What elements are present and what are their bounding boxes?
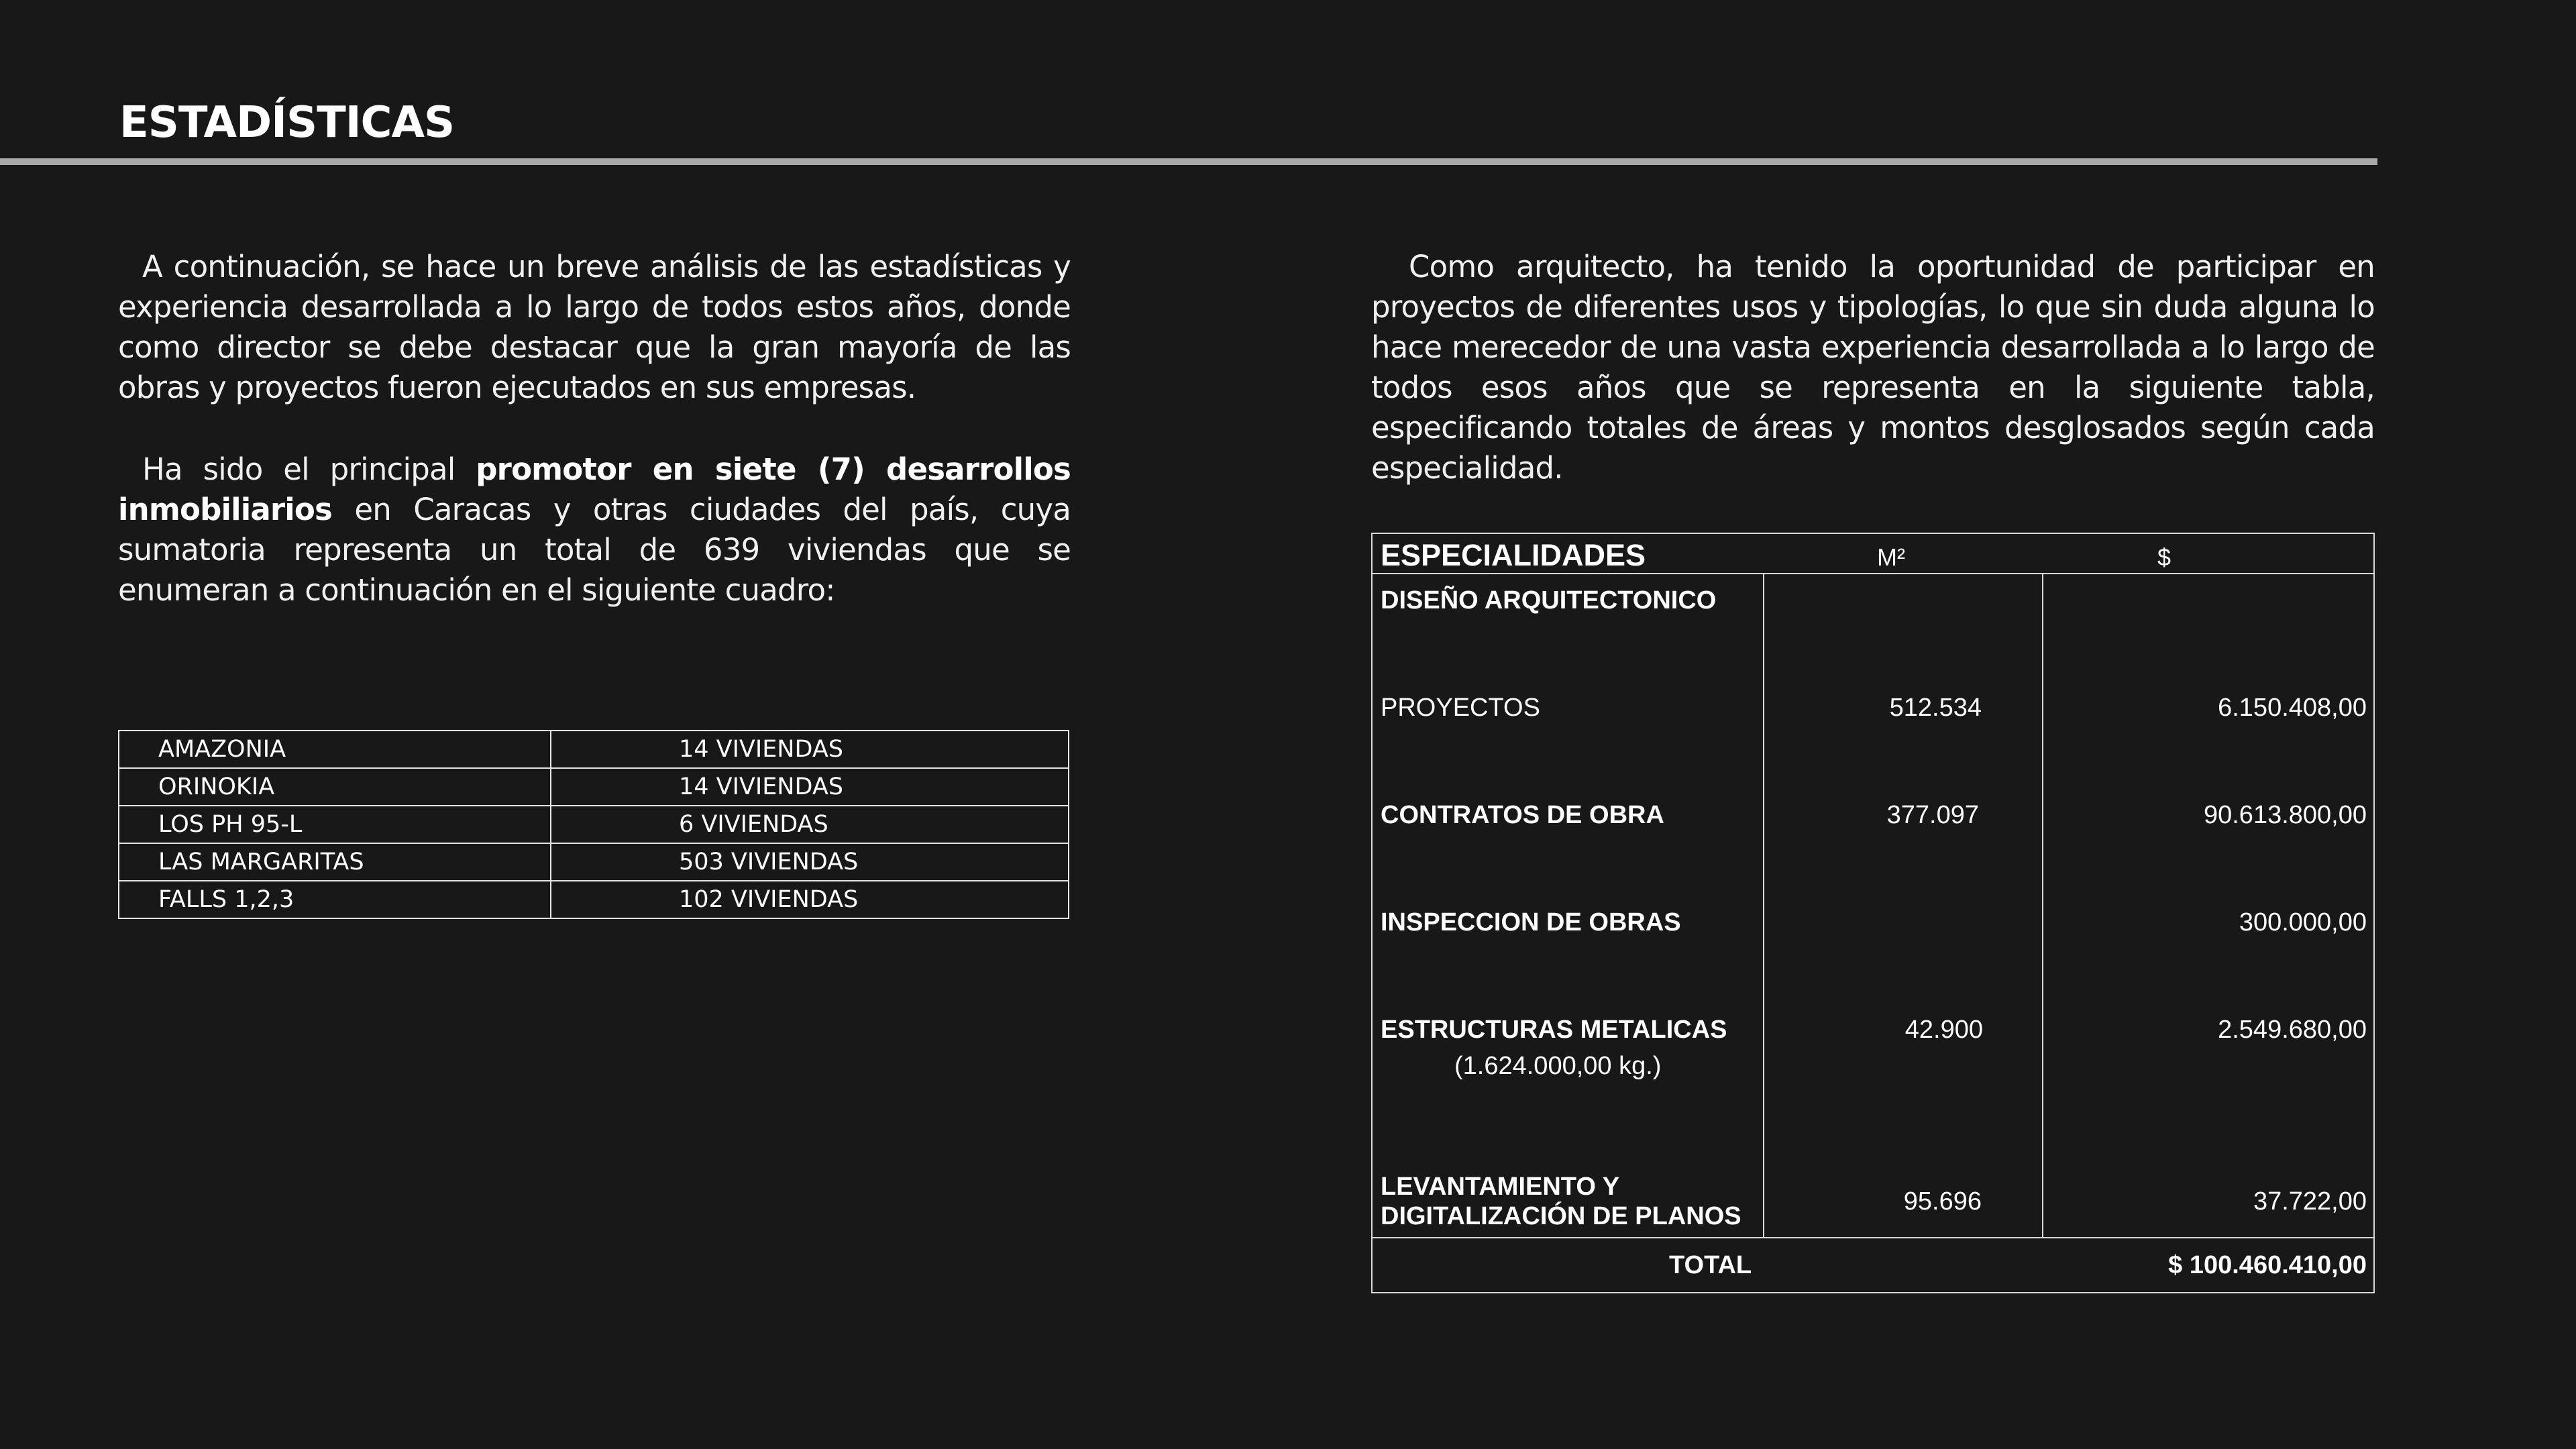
header-area: M² bbox=[1877, 543, 1905, 571]
header-specialties: ESPECIALIDADES bbox=[1381, 538, 1646, 572]
specialties-table bbox=[1371, 533, 2375, 1293]
row-label: INSPECCION DE OBRAS bbox=[1381, 908, 1681, 936]
promoter-paragraph bbox=[118, 449, 1071, 610]
architect-paragraph: Como arquitecto, ha tenido la oportunidad de participar en proyectos de diferentes usos y tipologías, lo que sin duda alguna lo hace merecedor de una vasta experiencia desarrollada a lo largo de todos esos años que se representa en la siguiente tabla, especificando totales de áreas y montos desglosados según cada especialidad. bbox=[1371, 249, 2375, 486]
row-label: CONTRATOS DE OBRA bbox=[1381, 801, 1664, 829]
row-amount: 90.613.800,00 bbox=[2203, 801, 2367, 829]
row-area: 42.900 bbox=[1904, 1016, 1983, 1044]
column-divider bbox=[1763, 573, 1764, 1237]
total-value: $ 100.460.410,00 bbox=[2168, 1251, 2367, 1279]
table-row bbox=[119, 768, 1069, 806]
table-header bbox=[1373, 534, 2373, 574]
development-name: AMAZONIA bbox=[119, 731, 551, 768]
table-row bbox=[119, 843, 1069, 881]
header-amount: $ bbox=[2157, 543, 2171, 571]
row-amount: 37.722,00 bbox=[2253, 1187, 2367, 1216]
row-area: 95.696 bbox=[1903, 1187, 1982, 1216]
row-amount: 2.549.680,00 bbox=[2218, 1016, 2367, 1044]
development-count: 14 VIVIENDAS bbox=[551, 768, 1069, 806]
promoter-text-end: en Caracas y otras ciudades del país, cuya sumatoria representa un total de 639 viviendas que se enumeran a continuación en el siguiente cuadro: bbox=[118, 492, 1071, 608]
development-count: 503 VIVIENDAS bbox=[551, 843, 1069, 881]
table-row bbox=[119, 881, 1069, 918]
row-label: PROYECTOS bbox=[1381, 694, 1540, 722]
row-label: ESTRUCTURAS METALICAS bbox=[1381, 1016, 1727, 1044]
table-row bbox=[119, 806, 1069, 843]
development-count: 102 VIVIENDAS bbox=[551, 881, 1069, 918]
row-amount: 6.150.408,00 bbox=[2218, 694, 2367, 722]
developments-table bbox=[118, 730, 1069, 919]
row-label: LEVANTAMIENTO Y bbox=[1381, 1173, 1620, 1201]
table-row bbox=[119, 731, 1069, 768]
row-area: 512.534 bbox=[1889, 694, 1982, 722]
page-title: ESTADÍSTICAS bbox=[119, 98, 455, 148]
total-label: TOTAL bbox=[1669, 1251, 1752, 1279]
development-name: LOS PH 95-L bbox=[119, 806, 551, 843]
development-name: FALLS 1,2,3 bbox=[119, 881, 551, 918]
development-count: 14 VIVIENDAS bbox=[551, 731, 1069, 768]
row-amount: 300.000,00 bbox=[2239, 908, 2367, 936]
section-title: DISEÑO ARQUITECTONICO bbox=[1381, 586, 1717, 614]
row-sublabel: (1.624.000,00 kg.) bbox=[1454, 1052, 1662, 1080]
row-area: 377.097 bbox=[1886, 801, 1979, 829]
promoter-highlight: promotor en siete (7) desarrollos inmobiliarios bbox=[118, 451, 1071, 527]
row-label: DIGITALIZACIÓN DE PLANOS bbox=[1381, 1202, 1741, 1230]
development-count: 6 VIVIENDAS bbox=[551, 806, 1069, 843]
title-divider bbox=[0, 158, 2377, 165]
intro-paragraph: A continuación, se hace un breve análisis de las estadísticas y experiencia desarrollada a lo largo de todos estos años, donde como director se debe destacar que la gran mayoría de las obras y proyectos fueron ejecutados en sus empresas. bbox=[118, 249, 1071, 405]
column-divider bbox=[2042, 573, 2043, 1237]
development-name: LAS MARGARITAS bbox=[119, 843, 551, 881]
promoter-text-start: Ha sido el principal bbox=[142, 451, 476, 487]
development-name: ORINOKIA bbox=[119, 768, 551, 806]
total-divider bbox=[1373, 1237, 2373, 1238]
